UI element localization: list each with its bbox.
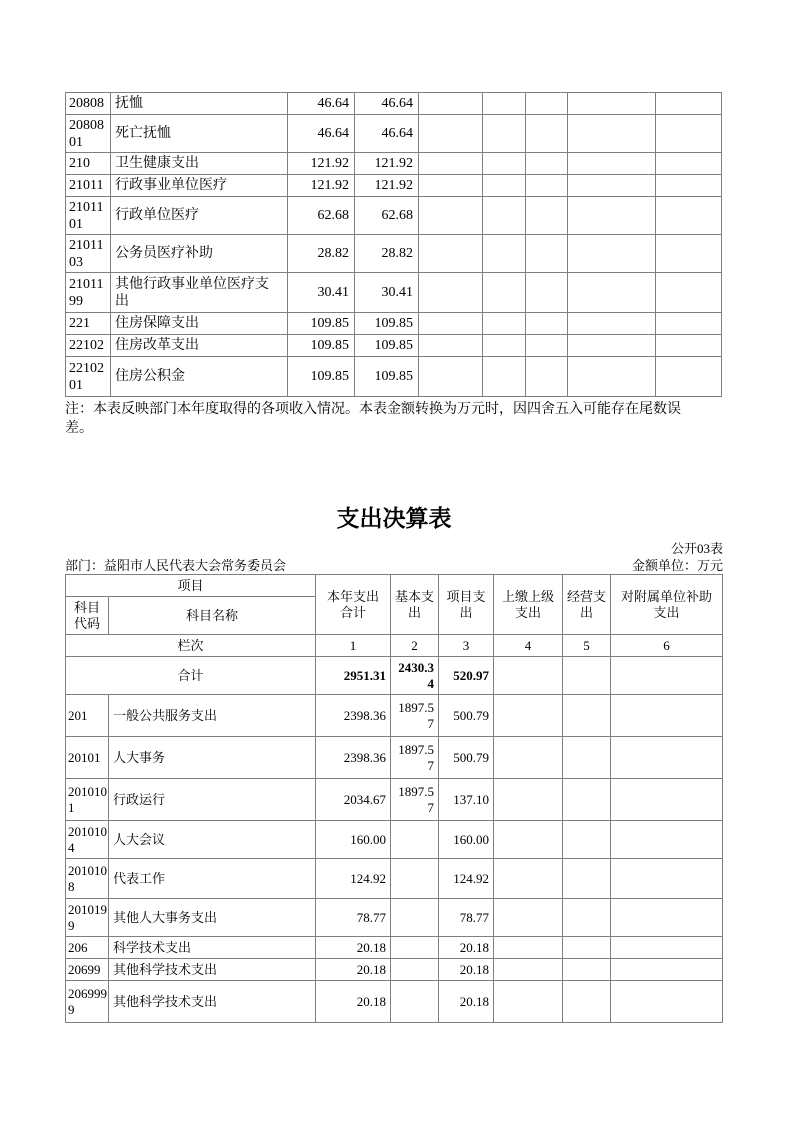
name-cell: 行政运行	[109, 779, 316, 821]
name-cell: 死亡抚恤	[111, 115, 288, 153]
empty-cell	[526, 313, 568, 335]
total-cell: 46.64	[288, 93, 355, 115]
expenditure-table	[65, 574, 723, 1023]
empty-cell	[419, 235, 483, 273]
table-row	[66, 273, 722, 313]
empty-cell	[526, 115, 568, 153]
table-row	[66, 779, 723, 821]
value-cell: 121.92	[355, 153, 419, 175]
table-row	[66, 821, 723, 859]
name-cell: 其他科学技术支出	[109, 959, 316, 981]
income-table-continuation	[65, 92, 722, 397]
value-cell: 121.92	[355, 175, 419, 197]
value-cell: 2398.36	[316, 737, 391, 779]
table-row	[66, 959, 723, 981]
name-cell: 其他行政事业单位医疗支出	[111, 273, 288, 313]
empty-cell	[419, 335, 483, 357]
name-cell: 其他人大事务支出	[109, 899, 316, 937]
col-header-subsidy: 对附属单位补助支出	[611, 575, 723, 635]
name-cell: 住房改革支出	[111, 335, 288, 357]
item-group-header: 项目	[66, 575, 316, 597]
total-cell: 109.85	[288, 357, 355, 397]
name-cell: 行政事业单位医疗	[111, 175, 288, 197]
value-cell: 160.00	[316, 821, 391, 859]
col-header-basic: 基本支出	[391, 575, 439, 635]
value-cell: 46.64	[355, 115, 419, 153]
empty-cell	[494, 937, 563, 959]
table-row	[66, 899, 723, 937]
value-cell: 62.68	[355, 197, 419, 235]
empty-cell	[611, 981, 723, 1023]
table-row	[66, 153, 722, 175]
name-cell: 一般公共服务支出	[109, 695, 316, 737]
empty-cell	[563, 695, 611, 737]
total-row	[66, 657, 723, 695]
code-cell: 2010108	[66, 859, 109, 899]
lane-num: 3	[439, 635, 494, 657]
value-cell: 500.79	[439, 737, 494, 779]
empty-cell	[656, 197, 722, 235]
code-cell: 2101103	[66, 235, 111, 273]
value-cell: 109.85	[355, 335, 419, 357]
table-row	[66, 235, 722, 273]
total-c1: 2951.31	[316, 657, 391, 695]
table-row	[66, 937, 723, 959]
total-cell: 46.64	[288, 115, 355, 153]
value-cell: 500.79	[439, 695, 494, 737]
name-cell: 代表工作	[109, 859, 316, 899]
value-cell: 20.18	[439, 981, 494, 1023]
empty-cell	[483, 273, 526, 313]
name-cell: 卫生健康支出	[111, 153, 288, 175]
empty-cell	[419, 273, 483, 313]
empty-cell	[483, 335, 526, 357]
empty-cell	[494, 737, 563, 779]
total-label: 合计	[66, 657, 316, 695]
table-row	[66, 175, 722, 197]
empty-cell	[611, 779, 723, 821]
empty-cell	[419, 93, 483, 115]
empty-cell	[656, 273, 722, 313]
name-cell: 人大会议	[109, 821, 316, 859]
name-cell: 抚恤	[111, 93, 288, 115]
value-cell	[391, 959, 439, 981]
empty-cell	[656, 335, 722, 357]
code-cell: 201	[66, 695, 109, 737]
value-cell	[391, 981, 439, 1023]
code-cell: 2010101	[66, 779, 109, 821]
empty-cell	[611, 899, 723, 937]
empty-cell	[656, 313, 722, 335]
empty-cell	[483, 115, 526, 153]
empty-cell	[568, 197, 656, 235]
empty-cell	[563, 821, 611, 859]
empty-cell	[656, 357, 722, 397]
empty-cell	[419, 153, 483, 175]
table-code-label: 公开03表	[670, 541, 723, 556]
table-row	[66, 197, 722, 235]
table-row	[66, 859, 723, 899]
empty-cell	[526, 357, 568, 397]
empty-cell	[483, 197, 526, 235]
lane-num: 2	[391, 635, 439, 657]
empty-cell	[526, 273, 568, 313]
empty-cell	[483, 175, 526, 197]
empty-cell	[563, 859, 611, 899]
empty-cell	[494, 695, 563, 737]
lane-num: 6	[611, 635, 723, 657]
total-c3: 520.97	[439, 657, 494, 695]
page-title: 支出决算表	[336, 506, 452, 531]
value-cell: 30.41	[355, 273, 419, 313]
lane-row	[66, 635, 723, 657]
value-cell: 124.92	[439, 859, 494, 899]
value-cell: 1897.57	[391, 779, 439, 821]
value-cell: 20.18	[439, 959, 494, 981]
empty-cell	[656, 235, 722, 273]
empty-cell	[568, 93, 656, 115]
code-cell: 210	[66, 153, 111, 175]
code-cell: 2080801	[66, 115, 111, 153]
name-header: 科目名称	[109, 597, 316, 635]
empty-cell	[563, 981, 611, 1023]
empty-cell	[568, 115, 656, 153]
empty-cell	[563, 657, 611, 695]
col-header-total: 本年支出合计	[316, 575, 391, 635]
empty-cell	[494, 657, 563, 695]
value-cell: 78.77	[439, 899, 494, 937]
empty-cell	[568, 235, 656, 273]
empty-cell	[494, 959, 563, 981]
col-header-project: 项目支出	[439, 575, 494, 635]
code-cell: 2101101	[66, 197, 111, 235]
value-cell: 28.82	[355, 235, 419, 273]
total-cell: 28.82	[288, 235, 355, 273]
empty-cell	[656, 175, 722, 197]
value-cell: 137.10	[439, 779, 494, 821]
table-row	[66, 737, 723, 779]
empty-cell	[568, 175, 656, 197]
header-row-item	[66, 575, 723, 597]
department-label: 部门：益阳市人民代表大会常务委员会	[65, 558, 287, 573]
empty-cell	[568, 335, 656, 357]
value-cell: 1897.57	[391, 695, 439, 737]
total-cell: 109.85	[288, 335, 355, 357]
empty-cell	[611, 695, 723, 737]
total-cell: 121.92	[288, 153, 355, 175]
empty-cell	[419, 115, 483, 153]
code-cell: 2101199	[66, 273, 111, 313]
code-cell: 2010199	[66, 899, 109, 937]
value-cell: 160.00	[439, 821, 494, 859]
empty-cell	[568, 273, 656, 313]
value-cell	[391, 859, 439, 899]
empty-cell	[611, 657, 723, 695]
meta-row	[65, 557, 723, 574]
value-cell: 109.85	[355, 313, 419, 335]
empty-cell	[611, 821, 723, 859]
empty-cell	[563, 899, 611, 937]
value-cell: 46.64	[355, 93, 419, 115]
table-row	[66, 981, 723, 1023]
page-content	[65, 0, 723, 1023]
value-cell: 20.18	[439, 937, 494, 959]
empty-cell	[526, 235, 568, 273]
empty-cell	[483, 153, 526, 175]
name-cell: 住房保障支出	[111, 313, 288, 335]
name-cell: 住房公积金	[111, 357, 288, 397]
empty-cell	[419, 313, 483, 335]
empty-cell	[656, 153, 722, 175]
value-cell: 20.18	[316, 937, 391, 959]
name-cell: 其他科学技术支出	[109, 981, 316, 1023]
code-cell: 2069999	[66, 981, 109, 1023]
value-cell	[391, 821, 439, 859]
empty-cell	[483, 93, 526, 115]
empty-cell	[656, 93, 722, 115]
total-cell: 109.85	[288, 313, 355, 335]
col-header-operating: 经营支出	[563, 575, 611, 635]
empty-cell	[419, 357, 483, 397]
empty-cell	[494, 821, 563, 859]
value-cell: 20.18	[316, 981, 391, 1023]
empty-cell	[611, 859, 723, 899]
empty-cell	[568, 153, 656, 175]
empty-cell	[494, 779, 563, 821]
name-cell: 科学技术支出	[109, 937, 316, 959]
total-c2: 2430.34	[391, 657, 439, 695]
empty-cell	[483, 235, 526, 273]
table-row	[66, 115, 722, 153]
code-cell: 2210201	[66, 357, 111, 397]
value-cell: 2398.36	[316, 695, 391, 737]
code-cell: 221	[66, 313, 111, 335]
empty-cell	[526, 175, 568, 197]
empty-cell	[611, 937, 723, 959]
value-cell: 124.92	[316, 859, 391, 899]
total-cell: 121.92	[288, 175, 355, 197]
empty-cell	[568, 357, 656, 397]
lane-num: 1	[316, 635, 391, 657]
empty-cell	[526, 197, 568, 235]
total-cell: 30.41	[288, 273, 355, 313]
empty-cell	[563, 937, 611, 959]
value-cell: 109.85	[355, 357, 419, 397]
value-cell: 78.77	[316, 899, 391, 937]
empty-cell	[526, 93, 568, 115]
empty-cell	[656, 115, 722, 153]
table-note: 注：本表反映部门本年度取得的各项收入情况。本表金额转换为万元时，因四舍五入可能存在尾数误差。	[65, 402, 681, 436]
name-cell: 行政单位医疗	[111, 197, 288, 235]
value-cell: 1897.57	[391, 737, 439, 779]
table-row	[66, 93, 722, 115]
value-cell	[391, 899, 439, 937]
total-cell: 62.68	[288, 197, 355, 235]
value-cell: 20.18	[316, 959, 391, 981]
empty-cell	[483, 313, 526, 335]
unit-label: 金额单位：万元	[631, 558, 723, 573]
empty-cell	[563, 737, 611, 779]
col-header-upper: 上缴上级支出	[494, 575, 563, 635]
code-cell: 20101	[66, 737, 109, 779]
table-row	[66, 313, 722, 335]
empty-cell	[526, 335, 568, 357]
empty-cell	[419, 175, 483, 197]
empty-cell	[494, 859, 563, 899]
empty-cell	[483, 357, 526, 397]
empty-cell	[494, 899, 563, 937]
empty-cell	[526, 153, 568, 175]
lane-num: 5	[563, 635, 611, 657]
code-header: 科目代码	[66, 597, 109, 635]
name-cell: 人大事务	[109, 737, 316, 779]
code-cell: 2010104	[66, 821, 109, 859]
code-cell: 22102	[66, 335, 111, 357]
empty-cell	[563, 779, 611, 821]
empty-cell	[563, 959, 611, 981]
empty-cell	[494, 981, 563, 1023]
empty-cell	[419, 197, 483, 235]
table-row	[66, 695, 723, 737]
lane-num: 4	[494, 635, 563, 657]
value-cell: 2034.67	[316, 779, 391, 821]
lane-label: 栏次	[66, 635, 316, 657]
code-cell: 21011	[66, 175, 111, 197]
value-cell	[391, 937, 439, 959]
empty-cell	[611, 959, 723, 981]
empty-cell	[611, 737, 723, 779]
table-row	[66, 335, 722, 357]
table-row	[66, 357, 722, 397]
code-cell: 20808	[66, 93, 111, 115]
code-cell: 20699	[66, 959, 109, 981]
empty-cell	[568, 313, 656, 335]
code-cell: 206	[66, 937, 109, 959]
name-cell: 公务员医疗补助	[111, 235, 288, 273]
